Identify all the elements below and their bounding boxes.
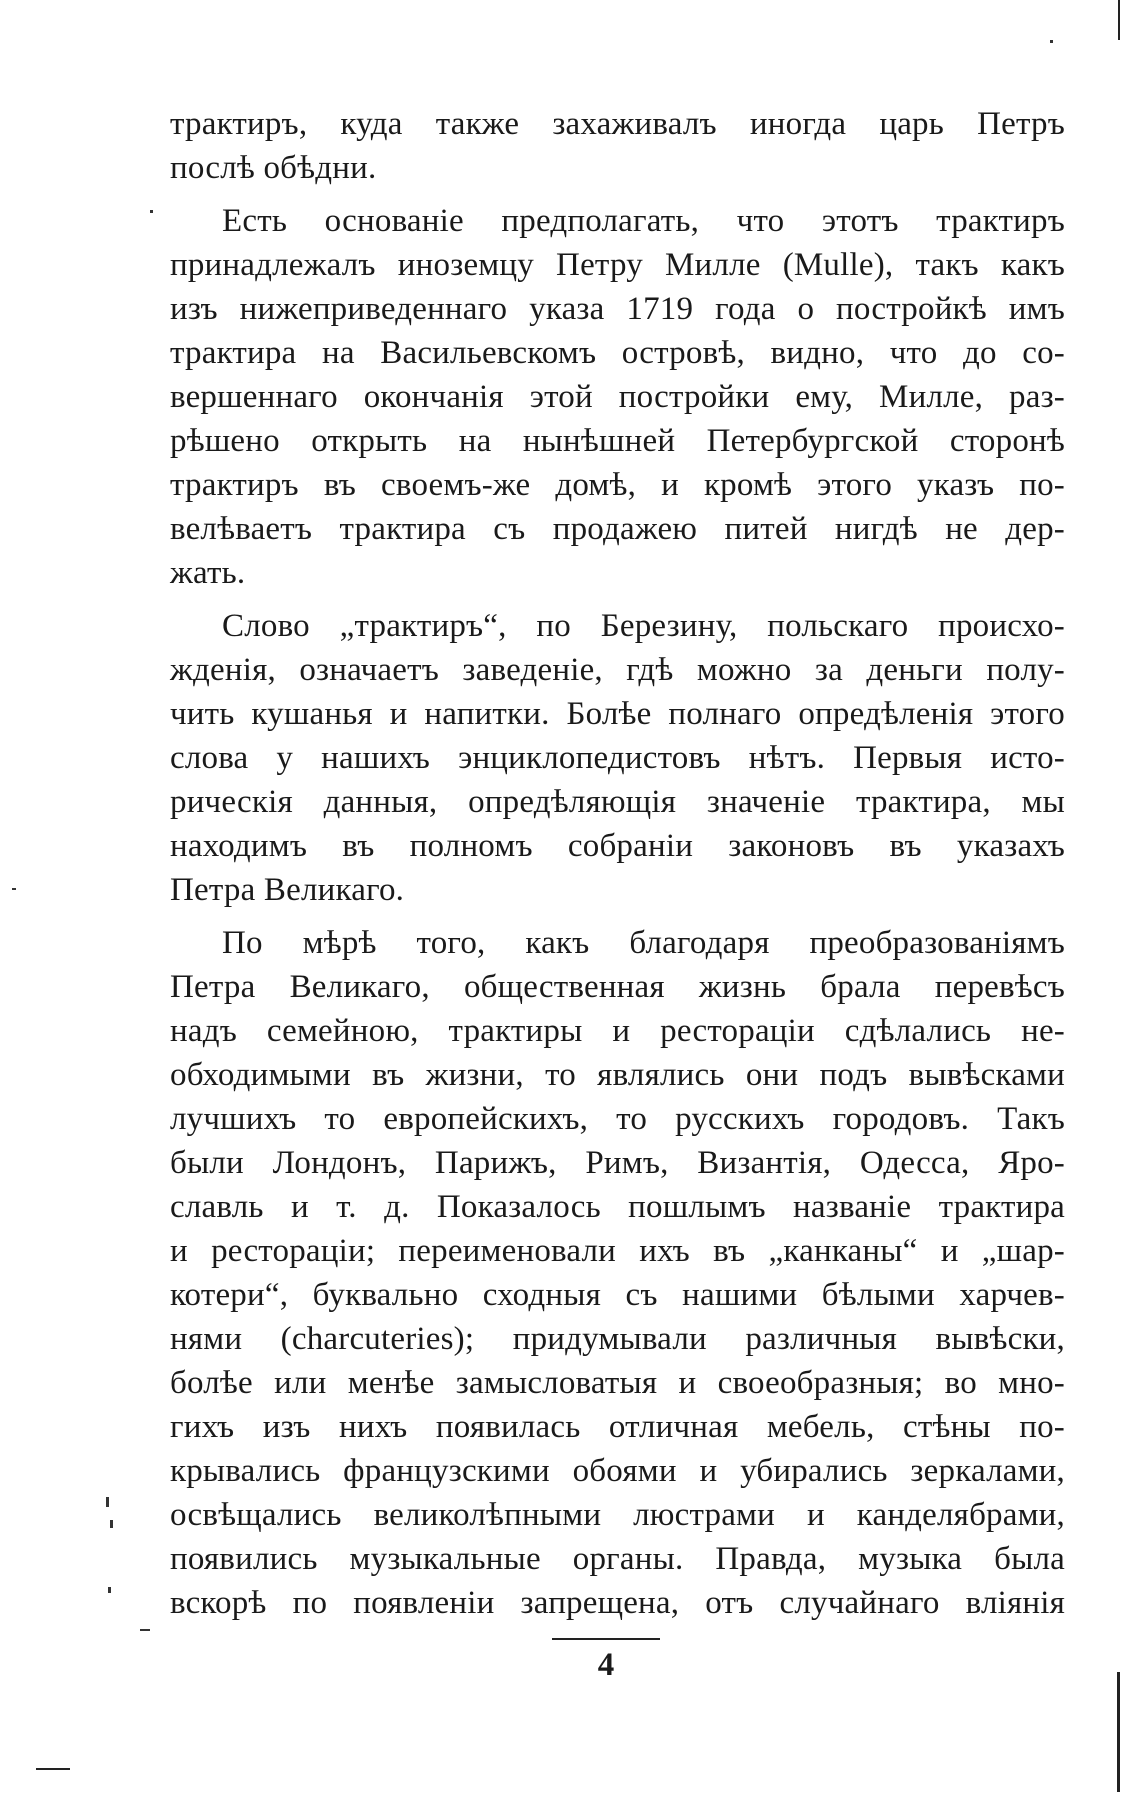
text-line: чить кушанья и напитки. Болѣе полнаго опредѣленія этого <box>170 696 1065 732</box>
text-line: жденія, означаетъ заведеніе, гдѣ можно за деньги полу- <box>170 652 1065 688</box>
scan-speck <box>110 1520 113 1528</box>
text-line: трактиръ въ своемъ-же домѣ, и кромѣ этого указъ по- <box>170 467 1065 503</box>
page-number: 4 <box>597 1647 615 1683</box>
text-line: послѣ обѣдни. <box>170 150 377 186</box>
text-line: обходимыми въ жизни, то являлись они подъ вывѣсками <box>170 1057 1065 1093</box>
text-line: и рестораціи; переименовали ихъ въ „канканы“ и „шар- <box>170 1233 1065 1269</box>
text-line: находимъ въ полномъ собраніи законовъ въ указахъ <box>170 828 1065 864</box>
text-line: Петра Великаго. <box>170 872 405 908</box>
scan-speck <box>1050 40 1053 43</box>
scan-edge-mark <box>1118 0 1120 40</box>
text-line: лучшихъ то европейскихъ, то русскихъ городовъ. Такъ <box>170 1101 1065 1137</box>
scan-speck <box>12 888 16 890</box>
footer-rule <box>552 1638 660 1640</box>
text-line: трактира на Васильевскомъ островѣ, видно, что до со- <box>170 335 1065 371</box>
text-line: жать. <box>170 555 246 591</box>
text-line: велѣваетъ трактира съ продажею питей нигдѣ не дер- <box>170 511 1065 547</box>
text-line: изъ нижеприведеннаго указа 1719 года о постройкѣ имъ <box>170 291 1065 327</box>
text-line: надъ семейною, трактиры и рестораціи сдѣлались не- <box>170 1013 1065 1049</box>
paragraph-first-line: Слово „трактиръ“, по Березину, польскаго происхо- <box>222 608 1065 644</box>
text-line: Петра Великаго, общественная жизнь брала перевѣсъ <box>170 969 1065 1005</box>
scan-speck <box>106 1497 109 1507</box>
scan-edge-mark <box>1117 1672 1120 1792</box>
text-line: котери“, буквально сходныя съ нашими бѣлыми харчев- <box>170 1277 1065 1313</box>
paragraph-first-line: Есть основаніе предполагать, что этотъ трактиръ <box>222 203 1065 239</box>
text-line: появились музыкальные органы. Правда, музыка была <box>170 1541 1065 1577</box>
text-line: принадлежалъ иноземцу Петру Милле (Mulle), такъ какъ <box>170 247 1065 283</box>
scan-speck <box>150 210 153 213</box>
scan-speck <box>140 1629 150 1631</box>
text-line: вскорѣ по появленіи запрещена, отъ случайнаго вліянія <box>170 1585 1065 1621</box>
text-line: нями (charcuteries); придумывали различныя вывѣски, <box>170 1321 1065 1357</box>
scan-edge-mark <box>36 1768 70 1770</box>
text-line: рѣшено открыть на нынѣшней Петербургской сторонѣ <box>170 423 1065 459</box>
text-line: рическія данныя, опредѣляющія значеніе трактира, мы <box>170 784 1065 820</box>
text-line: освѣщались великолѣпными люстрами и канделябрами, <box>170 1497 1065 1533</box>
text-line: слова у нашихъ энциклопедистовъ нѣтъ. Первыя исто- <box>170 740 1065 776</box>
text-line: вершеннаго окончанія этой постройки ему, Милле, раз- <box>170 379 1065 415</box>
text-line: крывались французскими обоями и убирались зеркалами, <box>170 1453 1065 1489</box>
text-line: трактиръ, куда также захаживалъ иногда царь Петръ <box>170 106 1065 142</box>
text-line: гихъ изъ нихъ появилась отличная мебель, стѣны по- <box>170 1409 1065 1445</box>
text-line: болѣе или менѣе замысловатыя и своеобразныя; во мно- <box>170 1365 1065 1401</box>
text-line: славль и т. д. Показалось пошлымъ названіе трактира <box>170 1189 1065 1225</box>
paragraph-first-line: По мѣрѣ того, какъ благодаря преобразованіямъ <box>222 925 1065 961</box>
scan-speck <box>108 1587 111 1593</box>
text-line: были Лондонъ, Парижъ, Римъ, Византія, Одесса, Яро- <box>170 1145 1065 1181</box>
